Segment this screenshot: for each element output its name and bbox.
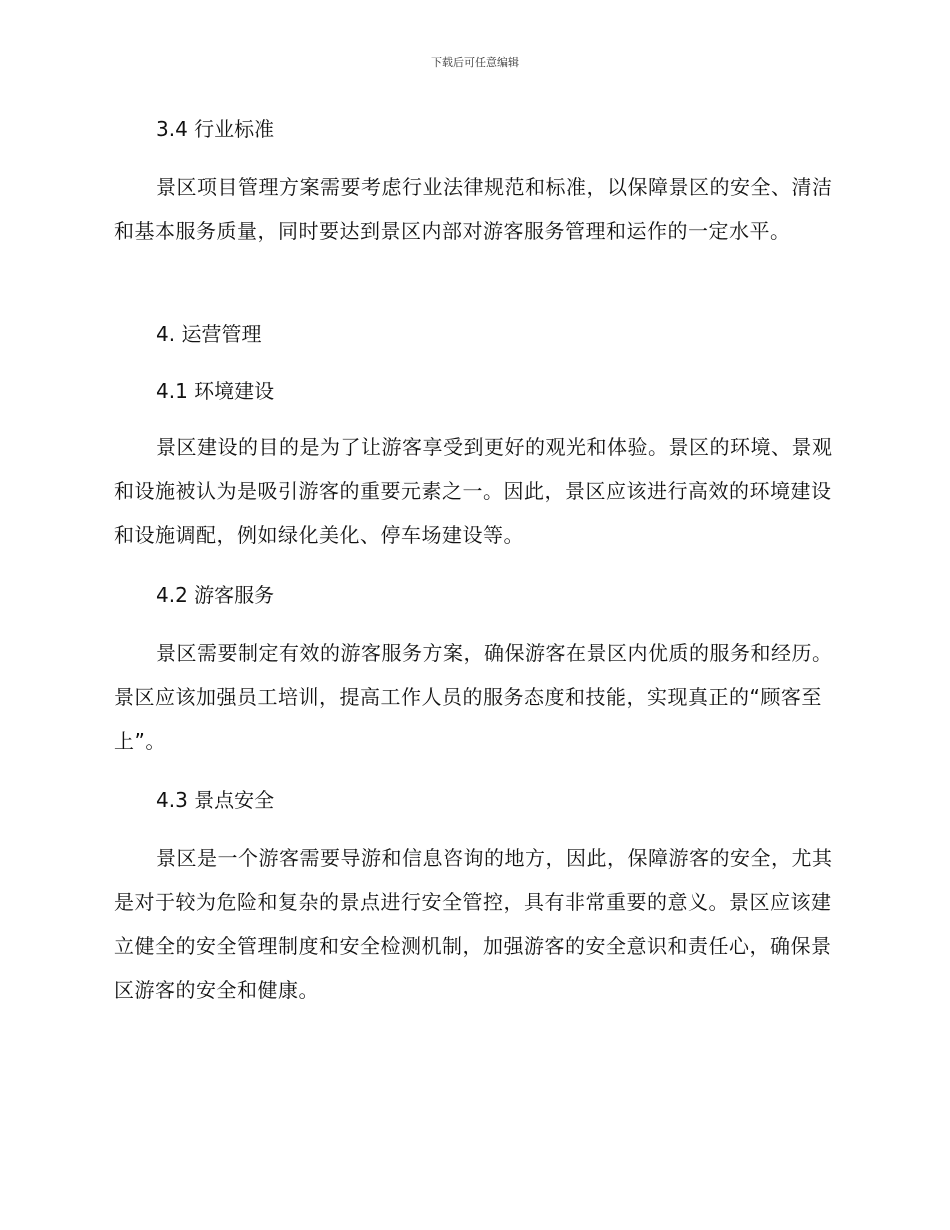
section-paragraph-4-1: 景区建设的目的是为了让游客享受到更好的观光和体验。景区的环境、景观和设施被认为是吸引游客的重要元素之一。因此，景区应该进行高效的环境建设和设施调配，例如绿化美化、停车场建设等。 xyxy=(114,435,833,547)
section-heading-4-3: 4.3 景点安全 xyxy=(156,788,275,812)
section-heading-4-2: 4.2 游客服务 xyxy=(156,583,275,607)
section-paragraph-4-2: 景区需要制定有效的游客服务方案，确保游客在景区内优质的服务和经历。景区应该加强员工培训，提高工作人员的服务态度和技能，实现真正的“顾客至上”。 xyxy=(114,641,833,753)
section-heading-4-1: 4.1 环境建设 xyxy=(156,379,275,403)
section-heading-4: 4. 运营管理 xyxy=(156,322,262,346)
section-paragraph-4-3: 景区是一个游客需要导游和信息咨询的地方，因此，保障游客的安全，尤其是对于较为危险和复杂的景点进行安全管控，具有非常重要的意义。景区应该建立健全的安全管理制度和安全检测机制，加强游客的安全意识和责任心，确保景区游客的安全和健康。 xyxy=(114,846,833,1002)
section-heading-3-4: 3.4 行业标准 xyxy=(156,117,275,141)
section-paragraph-3-4: 景区项目管理方案需要考虑行业法律规范和标准，以保障景区的安全、清洁和基本服务质量，同时要达到景区内部对游客服务管理和运作的一定水平。 xyxy=(114,175,833,243)
page-header-note: 下载后可任意编辑 xyxy=(431,56,519,69)
